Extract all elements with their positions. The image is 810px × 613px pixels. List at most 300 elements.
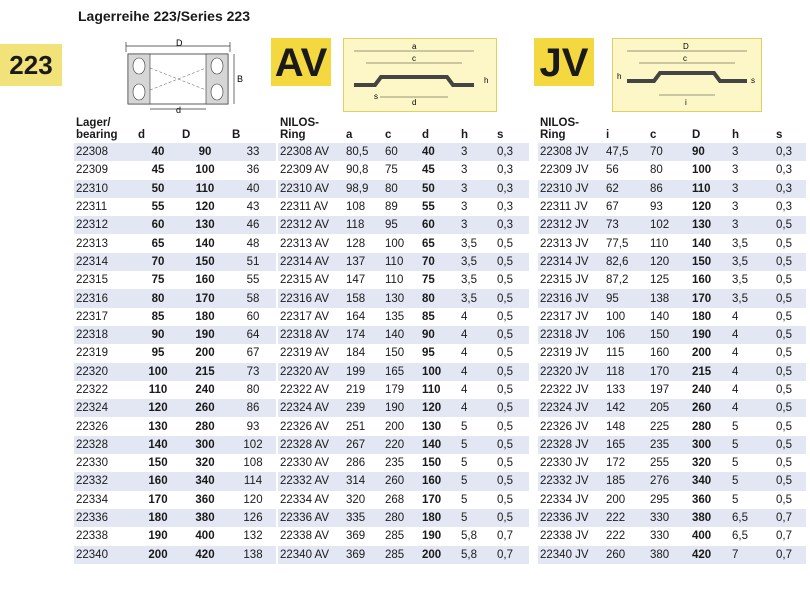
table-cell: 22318 AV [278,326,344,344]
table-cell: 73 [604,216,648,234]
table-cell: 90 [690,143,730,161]
jv-label-s: s [751,76,755,85]
table-cell: 108 [243,457,263,470]
table-cell: 80 [383,180,420,198]
table-cell: 22340 [74,546,136,564]
table-cell: 22310 [74,180,136,198]
table-cell: 51 [230,253,276,271]
table-cell: 142 [604,399,648,417]
table-cell: 147 [346,274,366,287]
jv-ring-diagram [613,39,761,111]
table-cell: 220 [383,436,420,454]
table-cell: 340 [690,472,730,490]
table-cell: 420 [180,546,230,564]
table-cell: 0,5 [495,399,529,417]
column-header: NILOS- Ring [280,117,319,141]
table-row [538,326,806,344]
table-cell: 75 [385,164,398,177]
table-cell: 110 [148,384,168,396]
table-cell: 80 [420,289,459,307]
table-cell: 40 [136,143,180,161]
table-cell: 22308 AV [278,143,344,161]
table-cell: 172 [606,457,626,470]
table-cell: 150 [690,253,730,271]
table-row [538,308,806,326]
table-cell: 128 [346,237,366,250]
table-cell: 0,3 [774,180,806,198]
jv-label-D: D [683,42,689,51]
table-cell: 60 [136,216,180,234]
table-cell: 0,5 [495,436,529,454]
table-cell: 0,5 [774,289,806,307]
table-cell: 0,3 [776,201,792,214]
table-cell: 330 [648,509,690,527]
table-cell: 22314 JV [538,253,604,271]
table-cell: 22308 JV [538,143,604,161]
table-cell: 4 [730,326,774,344]
table-row [74,161,276,179]
column-header: c [385,129,392,141]
table-cell: 180 [136,509,180,527]
table-cell: 3 [459,216,495,234]
table-cell: 67 [246,347,260,360]
table-row [538,271,806,289]
table-cell: 47,5 [604,143,648,161]
table-cell: 150 [385,347,405,360]
table-cell: 280 [195,420,215,433]
table-cell: 235 [648,436,690,454]
table-cell: 300 [180,436,230,454]
column-header: B [232,129,241,141]
table-cell: 22340 JV [538,546,604,564]
table-cell: 170 [648,363,690,381]
table-cell: 369 [346,530,366,543]
table-cell: 118 [344,216,383,234]
table-cell: 160 [692,274,712,287]
table-cell: 3 [732,164,739,177]
table-cell: 225 [650,420,670,433]
table-cell: 120 [648,253,690,271]
table-cell: 46 [230,216,276,234]
table-cell: 5 [732,457,739,470]
table-cell: 22317 [76,310,108,323]
table-cell: 22328 [74,436,136,454]
table-cell: 190 [422,530,442,543]
table-cell: 3 [732,201,739,214]
table-cell: 0,5 [497,310,513,323]
table-cell: 0,5 [776,237,792,250]
jv-label-h: h [617,72,622,81]
table-row [278,180,529,198]
table-cell: 0,5 [495,509,529,527]
av-table [278,107,529,564]
table-cell: 22311 JV [540,201,588,214]
table-cell: 73 [230,363,276,381]
table-cell: 160 [136,472,180,490]
table-cell: 132 [243,530,263,543]
table-cell: 369 [344,546,383,564]
table-cell: 205 [648,399,690,417]
table-cell: 199 [344,363,383,381]
table-cell: 95 [383,216,420,234]
table-cell: 0,7 [774,509,806,527]
table-cell: 185 [604,472,648,490]
table-cell: 0,5 [497,347,513,360]
table-cell: 22316 AV [278,289,344,307]
table-cell: 340 [180,472,230,490]
table-cell: 60 [420,216,459,234]
table-cell: 110 [422,384,441,396]
table-row [538,436,806,454]
table-row [538,491,806,509]
table-cell: 190 [180,326,230,344]
table-cell: 77,5 [606,237,629,250]
table-cell: 137 [344,253,383,271]
table-cell: 140 [420,436,459,454]
table-cell: 33 [230,143,276,161]
table-cell: 22330 AV [280,457,330,470]
table-cell: 0,3 [497,201,513,214]
table-cell: 255 [650,457,670,470]
table-cell: 22320 AV [278,363,344,381]
table-row [74,289,276,307]
table-row [278,527,529,545]
table-cell: 22313 AV [280,237,330,250]
table-cell: 3 [461,201,468,214]
table-cell: 0,5 [497,457,513,470]
table-cell: 100 [692,164,712,177]
table-cell: 5 [732,420,739,433]
table-cell: 3 [730,216,774,234]
table-row [74,180,276,198]
table-cell: 22318 JV [538,326,604,344]
table-cell: 22324 [74,399,136,417]
table-cell: 22326 [76,420,108,433]
table-row [538,143,806,161]
table-cell: 6,5 [730,509,774,527]
table-cell: 125 [650,274,670,287]
av-label-d: d [412,98,417,107]
table-cell: 6,5 [732,530,748,543]
table-cell: 22319 AV [280,347,330,360]
table-cell: 22320 [74,363,136,381]
table-cell: 22310 AV [278,180,344,198]
table-cell: 95 [604,289,648,307]
table-row [74,472,276,490]
table-cell: 268 [385,493,405,506]
table-cell: 22315 JV [540,274,589,287]
table-cell: 87,2 [606,274,629,287]
table-cell: 4 [732,347,739,360]
table-cell: 170 [180,289,230,307]
table-cell: 80,5 [344,143,383,161]
table-cell: 90 [136,326,180,344]
table-cell: 22314 AV [278,253,344,271]
table-cell: 62 [604,180,648,198]
table-cell: 276 [648,472,690,490]
table-row [278,399,529,417]
table-cell: 36 [246,164,260,177]
table-row [74,527,276,545]
table-row [278,436,529,454]
table-row [278,472,529,490]
table-cell: 4 [461,310,468,323]
table-cell: 4 [730,363,774,381]
table-cell: 22311 AV [280,201,329,214]
table-cell: 251 [346,420,366,433]
table-row [74,234,276,252]
table-cell: 106 [604,326,648,344]
table-cell: 380 [180,509,230,527]
table-cell: 85 [422,310,435,323]
table-cell: 280 [692,420,712,433]
table-cell: 22326 JV [540,420,589,433]
table-cell: 4 [730,399,774,417]
table-cell: 280 [383,509,420,527]
table-cell: 400 [692,530,712,543]
table-cell: 0,3 [495,143,529,161]
table-cell: 22308 [74,143,136,161]
table-cell: 0,7 [497,530,513,543]
table-cell: 150 [422,457,442,470]
table-cell: 295 [650,493,670,506]
table-cell: 0,5 [497,384,513,396]
table-cell: 22309 AV [280,164,330,177]
table-cell: 260 [604,546,648,564]
table-cell: 40 [230,180,276,198]
table-cell: 285 [383,546,420,564]
table-cell: 0,5 [776,274,792,287]
table-cell: 60 [383,143,420,161]
table-row [538,198,806,216]
table-cell: 420 [690,546,730,564]
table-cell: 400 [195,530,215,543]
table-cell: 180 [420,509,459,527]
table-cell: 22310 JV [538,180,604,198]
table-cell: 70 [648,143,690,161]
table-cell: 5,8 [461,530,477,543]
table-cell: 0,5 [774,399,806,417]
table-cell: 0,3 [495,180,529,198]
table-cell: 22309 [76,164,108,177]
column-header: h [732,129,740,141]
table-row [74,271,276,289]
table-cell: 130 [422,420,442,433]
table-cell: 5 [459,509,495,527]
table-cell: 222 [604,509,648,527]
table-cell: 50 [420,180,459,198]
table-cell: 22330 JV [540,457,589,470]
column-header: a [346,129,353,141]
series-title: Lagerreihe 223/Series 223 [78,8,251,24]
table-cell: 80 [136,289,180,307]
table-cell: 3 [459,143,495,161]
table-cell: 75 [422,274,435,287]
table-cell: 240 [692,384,712,396]
table-row [74,399,276,417]
table-cell: 22312 AV [278,216,344,234]
table-cell: 80 [650,164,663,177]
table-cell: 130 [180,216,230,234]
table-row [278,198,529,216]
table-row [74,509,276,527]
table-cell: 360 [692,493,712,506]
table-cell: 60 [246,310,260,323]
table-cell: 22315 [76,274,108,287]
table-row [278,289,529,307]
table-cell: 3 [730,180,774,198]
table-cell: 0,5 [774,216,806,234]
column-header: s [776,129,783,141]
table-cell: 70 [420,253,459,271]
table-cell: 22313 JV [540,237,589,250]
table-cell: 286 [346,457,366,470]
table-cell: 0,5 [495,472,529,490]
diagram-label-D: D [176,38,183,48]
table-cell: 55 [422,201,435,214]
table-cell: 5 [730,472,774,490]
table-cell: 3,5 [461,237,477,250]
table-cell: 180 [195,310,215,323]
table-cell: 98,9 [344,180,383,198]
table-cell: 180 [692,310,712,323]
table-cell: 126 [230,509,276,527]
table-cell: 93 [246,420,260,433]
av-ring-diagram [344,39,496,111]
table-row [74,417,276,435]
column-header: i [606,129,610,141]
table-cell: 22338 AV [280,530,330,543]
table-cell: 5 [461,420,468,433]
table-cell: 138 [230,546,276,564]
table-cell: 48 [246,237,260,250]
table-cell: 160 [420,472,459,490]
table-row [74,216,276,234]
diagram-label-B: B [237,74,244,84]
table-cell: 22334 [76,493,108,506]
table-cell: 22311 [76,201,108,214]
table-cell: 85 [151,310,165,323]
table-cell: 5 [461,493,468,506]
table-cell: 0,5 [497,237,513,250]
table-cell: 140 [650,310,670,323]
table-cell: 22314 [74,253,136,271]
table-row [538,289,806,307]
table-cell: 22332 JV [538,472,604,490]
table-cell: 165 [383,363,420,381]
table-cell: 150 [648,326,690,344]
table-cell: 197 [650,384,670,396]
table-cell: 82,6 [604,253,648,271]
table-cell: 0,7 [776,530,792,543]
table-cell: 0,5 [495,363,529,381]
table-cell: 160 [195,274,215,287]
table-cell: 89 [385,201,398,214]
table-row [278,234,529,252]
table-cell: 22313 [76,237,108,250]
table-cell: 22334 AV [280,493,330,506]
table-row [74,436,276,454]
table-cell: 90 [180,143,230,161]
table-cell: 320 [346,493,366,506]
table-row [538,381,806,399]
table-cell: 3,5 [459,253,495,271]
table-cell: 3,5 [461,274,477,287]
table-cell: 110 [383,253,420,271]
table-row [74,344,276,362]
table-cell: 158 [344,289,383,307]
av-label-a: a [412,42,417,51]
table-cell: 4 [459,399,495,417]
table-cell: 260 [383,472,420,490]
table-row [278,308,529,326]
table-cell: 200 [385,420,405,433]
table-cell: 4 [461,347,468,360]
table-cell: 22316 JV [538,289,604,307]
av-label-c: c [412,54,416,63]
table-cell: 4 [461,384,468,396]
table-row [278,491,529,509]
table-row [74,546,276,564]
table-row [538,253,806,271]
table-cell: 22309 JV [540,164,589,177]
table-cell: 5 [459,472,495,490]
column-header: d [138,129,146,141]
table-cell: 314 [344,472,383,490]
table-cell: 110 [385,274,404,287]
table-cell: 22332 AV [278,472,344,490]
table-cell: 0,5 [495,253,529,271]
av-diagram-box [343,38,497,112]
column-header: D [182,129,191,141]
table-cell: 64 [230,326,276,344]
table-cell: 300 [690,436,730,454]
table-cell: 150 [180,253,230,271]
table-cell: 5 [730,436,774,454]
table-cell: 335 [344,509,383,527]
table-row [74,454,276,472]
table-cell: 0,5 [495,326,529,344]
table-cell: 102 [648,216,690,234]
table-cell: 0,5 [497,493,513,506]
table-row [278,381,529,399]
table-cell: 150 [148,457,168,470]
table-row [538,344,806,362]
table-cell: 86 [648,180,690,198]
table-cell: 190 [148,530,168,543]
table-cell: 138 [648,289,690,307]
table-cell: 5 [732,493,739,506]
table-row [74,381,276,399]
table-cell: 3 [459,180,495,198]
table-cell: 4 [459,326,495,344]
table-row [278,344,529,362]
av-badge: AV [271,38,331,86]
av-label-s: s [374,92,378,101]
table-cell: 114 [230,472,276,490]
table-cell: 0,5 [776,347,792,360]
table-cell: 22336 [74,509,136,527]
table-cell: 50 [136,180,180,198]
table-cell: 200 [136,546,180,564]
table-cell: 102 [230,436,276,454]
table-cell: 45 [422,164,435,177]
table-cell: 140 [692,237,712,250]
table-cell: 184 [346,347,366,360]
table-cell: 170 [422,493,442,506]
column-header: c [650,129,657,141]
table-cell: 3,5 [459,289,495,307]
